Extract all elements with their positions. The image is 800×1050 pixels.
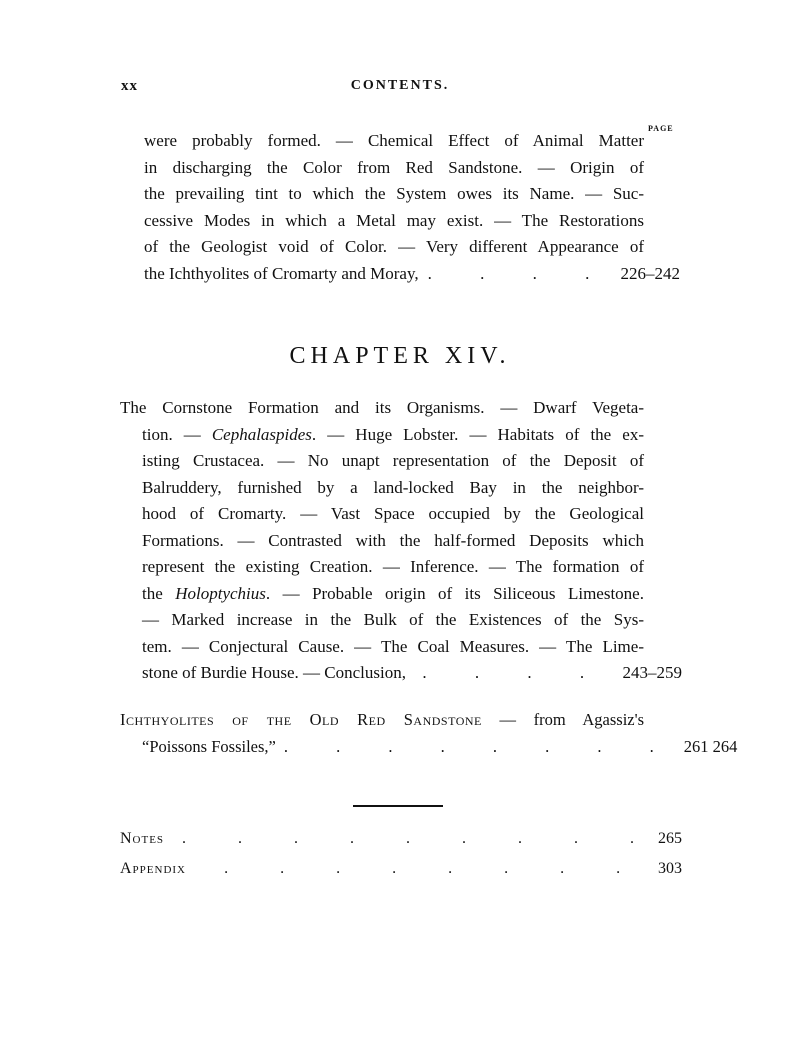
chapter-line: isting Crustacea. — No unapt representation of the Deposit of xyxy=(142,451,644,470)
chapter-line: stone of Burdie House. — Conclusion, xyxy=(142,663,406,682)
chapter-last-line xyxy=(120,660,682,687)
appendix-page: 303 xyxy=(658,860,682,877)
appendix-label: Appendix xyxy=(120,860,187,877)
leader-dots: . . . . . . . . xyxy=(224,860,645,877)
page-column-label: PAGE xyxy=(648,124,674,133)
summary-line: the prevailing tint to which the System owes its Name. — Suc- xyxy=(144,184,644,203)
notes-label: Notes xyxy=(120,830,165,847)
chapter-line: — Marked increase in the Bulk of the Existences of the Sys- xyxy=(142,610,644,629)
page-number: xx xyxy=(121,78,138,94)
chapter-line: represent the existing Creation. — Inference. — The formation of xyxy=(142,557,644,576)
leader-dots: . . . . . . . . . xyxy=(182,830,658,847)
page-range: 243–259 xyxy=(622,663,682,682)
chapter-line: tion. — Cephalaspides. — Huge Lobster. — Habitats of the ex- xyxy=(142,424,644,444)
running-head: CONTENTS. xyxy=(350,78,450,93)
summary-line: in discharging the Color from Red Sandstone. — Origin of xyxy=(144,157,644,177)
ichthyolites-work: “Poissons Fossiles,” xyxy=(142,736,276,756)
chapter-line: the Holoptychius. — Probable origin of its Siliceous Limestone. xyxy=(142,583,644,603)
section-divider xyxy=(353,805,443,807)
chapter-line: hood of Cromarty. — Vast Space occupied by the Geological xyxy=(142,504,644,523)
chapter-line: Formations. — Contrasted with the half-formed Deposits which xyxy=(142,530,644,550)
leader-dots: . . . . . . . . xyxy=(283,736,676,756)
leader-dots: . . . . xyxy=(422,663,607,682)
notes-entry xyxy=(120,830,682,848)
chapter-line: tem. — Conjectural Cause. — The Coal Measures. — The Lime- xyxy=(142,636,644,656)
chapter-line: Balruddery, furnished by a land-locked Bay in the neighbor- xyxy=(142,477,644,497)
ichthyolites-line xyxy=(120,707,644,734)
summary-line: cessive Modes in which a Metal may exist. — The Restorations xyxy=(144,210,644,230)
summary-last-line xyxy=(144,261,680,288)
ichthyolites-source: — from Agassiz's xyxy=(499,710,645,729)
page-range: 261 264 xyxy=(683,736,738,756)
chapter-heading: CHAPTER XIV. xyxy=(289,343,511,369)
notes-page: 265 xyxy=(658,830,682,847)
chapter-summary xyxy=(120,395,682,687)
summary-line: the Ichthyolites of Cromarty and Moray, xyxy=(144,263,419,283)
leader-dots: . . . . xyxy=(427,263,612,283)
chapter-line: The Cornstone Formation and its Organisms. — Dwarf Vegeta- xyxy=(120,398,644,417)
ichthyolites-entry xyxy=(120,707,738,760)
page-range: 226–242 xyxy=(620,263,680,283)
ichthyolites-title: Ichthyolites of the Old Red Sandstone xyxy=(120,710,482,729)
ichthyolites-last-line xyxy=(120,734,738,761)
appendix-entry xyxy=(120,860,682,878)
summary-line: were probably formed. — Chemical Effect of Animal Matter xyxy=(144,131,644,150)
summary-line: of the Geologist void of Color. — Very different Appearance of xyxy=(144,237,644,256)
